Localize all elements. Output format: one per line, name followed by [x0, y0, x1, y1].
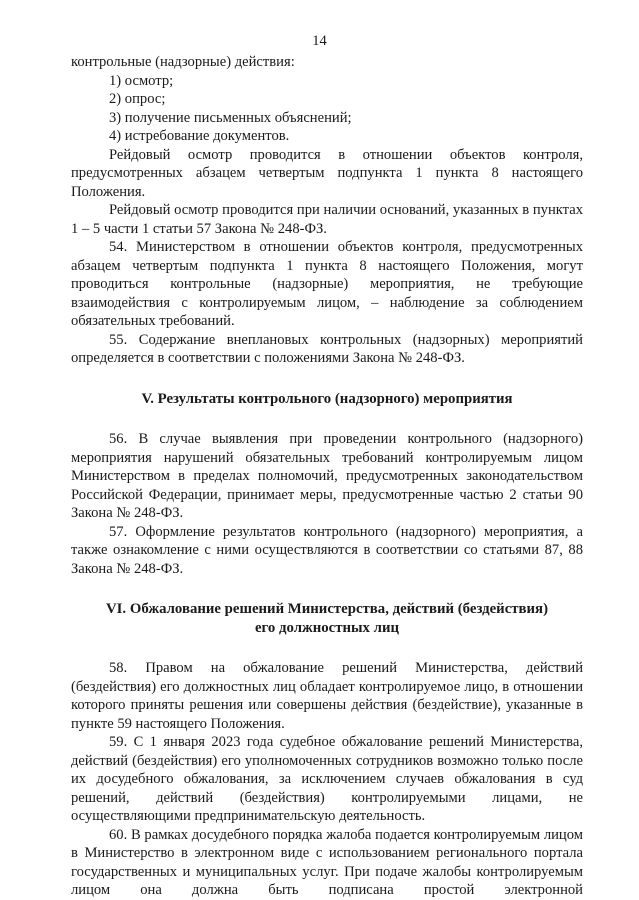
paragraph-raid-inspection: Рейдовый осмотр проводится в отношении объектов контроля, предусмотренных абзацем четвертым подпункта 1 пункта 8 настоящего Положения. — [71, 146, 583, 200]
page-number: 14 — [312, 33, 327, 49]
paragraph-55: 55. Содержание внеплановых контрольных (надзорных) мероприятий определяется в соответствии с положениями Закона № 248-ФЗ. — [71, 331, 583, 366]
list-item: 1) осмотр; — [109, 72, 174, 89]
intro-line: контрольные (надзорные) действия: — [71, 54, 295, 70]
paragraph-raid-grounds: Рейдовый осмотр проводится при наличии оснований, указанных в пунктах 1 – 5 части 1 статьи 57 Закона № 248-ФЗ. — [71, 202, 583, 237]
paragraph-59: 59. С 1 января 2023 года судебное обжалование решений Министерства, действий (бездействия) его уполномоченных сотрудников возможно только после их досудебного обжалования, за исключением случаев обжалования в суд решений, действий (бездействия) контролируемыми лицами, не осуществляющими предпринимательскую деятельность. — [71, 734, 583, 824]
list-item: 4) истребование документов. — [109, 128, 290, 144]
list-item: 3) получение письменных объяснений; — [109, 109, 352, 126]
paragraph-58: 58. Правом на обжалование решений Министерства, действий (бездействия) его должностных лиц обладает контролируемое лицо, в отношении которого приняты решения или совершены действия (бездействие), указанные в пункте 59 настоящего Положения. — [71, 660, 583, 732]
section-heading-vi-line2: его должностных лиц — [254, 619, 400, 636]
paragraph-57: 57. Оформление результатов контрольного (надзорного) мероприятия, а также ознакомление с ними осуществляются в соответствии со статьями 87, 88 Закона № 248-ФЗ. — [71, 523, 583, 577]
paragraph-60: 60. В рамках досудебного порядка жалоба подается контролируемым лицом в Министерство в электронном виде с использованием регионального портала государственных и муниципальных услуг. При подаче жалобы контролируемым лицом она должна быть подписана простой электронной — [71, 826, 583, 898]
section-heading-vi — [71, 600, 583, 637]
section-heading-vi-line1: VI. Обжалование решений Министерства, действий (бездействия) — [105, 601, 548, 617]
paragraph-56: 56. В случае выявления при проведении контрольного (надзорного) мероприятия нарушений обязательных требований контролируемым лицом Министерством в пределах полномочий, предусмотренных законодательством Российской Федерации, принимает меры, предусмотренные частью 2 статьи 90 Закона № 248-ФЗ. — [71, 431, 583, 521]
paragraph-54: 54. Министерством в отношении объектов контроля, предусмотренных абзацем четвертым подпункта 1 пункта 8 настоящего Положения, могут проводиться контрольные (надзорные) мероприятия, не требующие взаимодействия с контролируемым лицом, – наблюдение за соблюдением обязательных требований. — [71, 239, 583, 329]
section-heading-v: V. Результаты контрольного (надзорного) мероприятия — [141, 390, 513, 407]
list-item: 2) опрос; — [109, 91, 166, 107]
document-body — [71, 53, 583, 900]
